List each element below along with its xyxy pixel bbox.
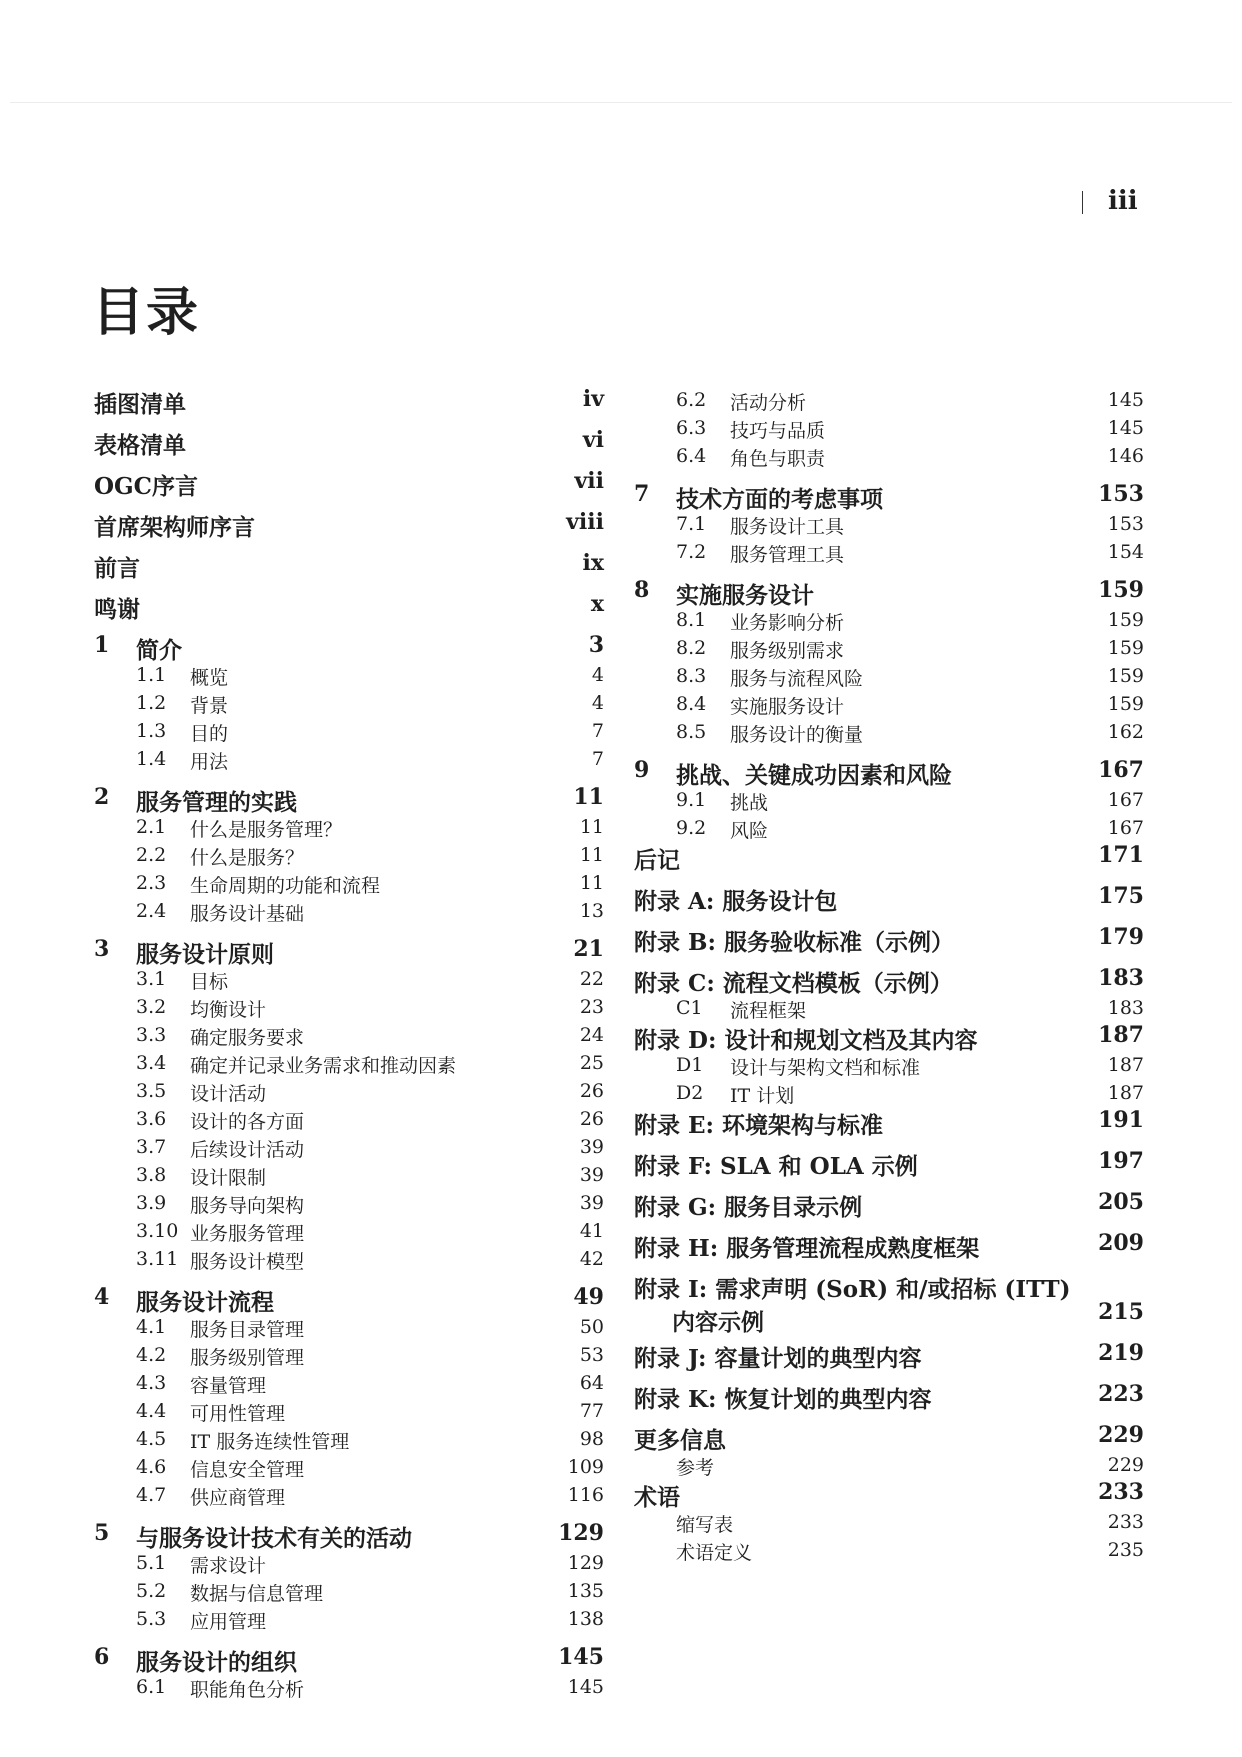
toc-entry[interactable] <box>94 1077 604 1105</box>
toc-entry-title: 应用管理 <box>190 1611 267 1633</box>
toc-entry[interactable] <box>94 1189 604 1217</box>
toc-entry-title: 附录 B: 服务验收标准（示例） <box>634 929 954 956</box>
toc-entry-title: 活动分析 <box>730 392 807 414</box>
toc-entry[interactable] <box>634 1107 1144 1139</box>
toc-entry-title: 服务管理的实践 <box>136 789 297 816</box>
toc-entry-page: 153 <box>1107 513 1144 535</box>
toc-entry-page: 24 <box>579 1024 604 1046</box>
toc-entry-title: 挑战、关键成功因素和风险 <box>676 762 952 789</box>
toc-entry[interactable] <box>94 1673 604 1701</box>
toc-entry-title: 生命周期的功能和流程 <box>190 875 381 897</box>
toc-entry-page: 233 <box>1107 1511 1144 1533</box>
toc-entry-page: ix <box>582 550 604 576</box>
toc-entry-page: 98 <box>579 1428 604 1450</box>
toc-entry-page: 4 <box>591 664 604 686</box>
toc-entry-title: 服务设计原则 <box>136 941 274 968</box>
toc-entry-number: 6.2 <box>676 389 707 411</box>
toc-entry-title: 技术方面的考虑事项 <box>676 486 883 513</box>
toc-entry-page: 39 <box>579 1192 604 1214</box>
toc-entry-page: vi <box>582 427 604 453</box>
toc-right-column <box>634 386 1144 1564</box>
toc-entry-page: 187 <box>1107 1082 1144 1104</box>
toc-entry[interactable] <box>94 1577 604 1605</box>
toc-entry-page: 145 <box>1107 389 1144 411</box>
toc-entry[interactable] <box>634 577 1144 609</box>
toc-entry-page: 229 <box>1098 1422 1144 1448</box>
toc-entry[interactable] <box>634 883 1144 915</box>
toc-entry-number: 3.3 <box>136 1024 167 1046</box>
toc-entry[interactable] <box>634 1022 1144 1054</box>
header-divider <box>1082 191 1083 214</box>
toc-entry-number: 2 <box>94 784 110 810</box>
toc-entry[interactable] <box>94 661 604 689</box>
toc-entry-title: 均衡设计 <box>190 999 267 1021</box>
toc-entry[interactable] <box>94 965 604 993</box>
toc-entry-page: 159 <box>1107 637 1144 659</box>
toc-entry-page: 11 <box>579 816 604 838</box>
toc-entry[interactable] <box>94 1105 604 1133</box>
toc-entry[interactable] <box>94 1245 604 1273</box>
toc-entry-title: 供应商管理 <box>190 1487 286 1509</box>
toc-entry[interactable] <box>634 1271 1144 1336</box>
toc-entry[interactable] <box>94 897 604 925</box>
toc-entry-title: 表格清单 <box>94 432 186 459</box>
toc-entry[interactable] <box>634 1422 1144 1454</box>
toc-entry-page: 135 <box>567 1580 604 1602</box>
toc-entry-number: 8.1 <box>676 609 707 631</box>
toc-entry-title: 附录 F: SLA 和 OLA 示例 <box>634 1153 918 1180</box>
toc-entry-page: 159 <box>1107 693 1144 715</box>
toc-entry-title: 术语定义 <box>676 1542 753 1564</box>
toc-entry-page: 159 <box>1098 577 1144 603</box>
toc-entry-number: 6 <box>94 1644 110 1670</box>
toc-entry[interactable] <box>94 1453 604 1481</box>
toc-entry-page: iv <box>582 386 604 412</box>
toc-entry-number: 2.2 <box>136 844 167 866</box>
toc-entry-number: 5.2 <box>136 1580 167 1602</box>
toc-entry-title: 服务管理工具 <box>730 544 845 566</box>
toc-entry-page: 183 <box>1098 965 1144 991</box>
toc-entry-number: 3.5 <box>136 1080 167 1102</box>
toc-entry-number: 4.5 <box>136 1428 167 1450</box>
toc-entry-title: 可用性管理 <box>190 1403 286 1425</box>
toc-entry[interactable] <box>94 841 604 869</box>
toc-entry[interactable] <box>634 1051 1144 1079</box>
toc-entry[interactable] <box>634 481 1144 513</box>
toc-entry-page: 167 <box>1107 789 1144 811</box>
toc-entry[interactable] <box>634 1230 1144 1262</box>
toc-entry-title: 服务与流程风险 <box>730 668 864 690</box>
toc-entry-number: 4.6 <box>136 1456 167 1478</box>
toc-entry-page: 116 <box>567 1484 604 1506</box>
toc-entry-page: 26 <box>579 1108 604 1130</box>
toc-entry-number: 8 <box>634 577 650 603</box>
toc-entry-title: 确定服务要求 <box>190 1027 305 1049</box>
toc-entry-number: 6.3 <box>676 417 707 439</box>
toc-entry-page: 159 <box>1107 609 1144 631</box>
toc-entry[interactable] <box>634 1479 1144 1511</box>
toc-entry[interactable] <box>94 717 604 745</box>
toc-entry[interactable] <box>634 718 1144 746</box>
toc-entry-title: 需求设计 <box>190 1555 267 1577</box>
toc-entry-number: 3.4 <box>136 1052 167 1074</box>
toc-entry[interactable] <box>94 993 604 1021</box>
toc-entry[interactable] <box>94 550 604 582</box>
toc-entry-title: 前言 <box>94 555 140 582</box>
toc-entry-page: 7 <box>591 748 604 770</box>
toc-entry[interactable] <box>634 1451 1144 1479</box>
toc-entry-page: 26 <box>579 1080 604 1102</box>
toc-entry-page: 235 <box>1107 1539 1144 1561</box>
toc-entry-title: 附录 D: 设计和规划文档及其内容 <box>634 1027 978 1054</box>
toc-entry-title: 服务级别管理 <box>190 1347 305 1369</box>
toc-entry-title: 插图清单 <box>94 391 186 418</box>
toc-entry-title: 鸣谢 <box>94 596 140 623</box>
toc-entry[interactable] <box>634 1381 1144 1413</box>
toc-entry[interactable] <box>634 965 1144 997</box>
toc-entry[interactable] <box>634 1148 1144 1180</box>
toc-entry-title: 业务服务管理 <box>190 1223 305 1245</box>
toc-entry-number: 5.3 <box>136 1608 167 1630</box>
toc-entry-page: 153 <box>1098 481 1144 507</box>
toc-entry-number: 2.4 <box>136 900 167 922</box>
toc-entry[interactable] <box>634 510 1144 538</box>
toc-entry-number: 3 <box>94 936 110 962</box>
toc-entry-number: 3.11 <box>136 1248 179 1270</box>
toc-entry-page: 197 <box>1098 1148 1144 1174</box>
toc-entry-page: 50 <box>579 1316 604 1338</box>
toc-entry-title: 实施服务设计 <box>676 582 814 609</box>
toc-entry-title: 首席架构师序言 <box>94 514 255 541</box>
toc-entry-title: 服务级别需求 <box>730 640 845 662</box>
toc-entry[interactable] <box>634 994 1144 1022</box>
page-top-rule <box>10 102 1232 103</box>
toc-entry[interactable] <box>94 1133 604 1161</box>
toc-entry-title: 确定并记录业务需求和推动因素 <box>190 1055 457 1077</box>
toc-entry-page: 146 <box>1107 445 1144 467</box>
toc-entry-number: 4 <box>94 1284 110 1310</box>
toc-entry-title: 设计限制 <box>190 1167 267 1189</box>
toc-entry-title: 设计的各方面 <box>190 1111 305 1133</box>
toc-entry[interactable] <box>94 1049 604 1077</box>
toc-entry-page: 22 <box>579 968 604 990</box>
page-title: 目录 <box>92 282 201 343</box>
toc-entry-number: 4.7 <box>136 1484 167 1506</box>
toc-entry-page: 187 <box>1107 1054 1144 1076</box>
toc-entry-page: 64 <box>579 1372 604 1394</box>
toc-entry-number: 4.4 <box>136 1400 167 1422</box>
toc-entry-number: D1 <box>676 1054 704 1076</box>
toc-entry[interactable] <box>94 468 604 500</box>
toc-entry-title: 与服务设计技术有关的活动 <box>136 1525 412 1552</box>
toc-entry-title: 附录 A: 服务设计包 <box>634 888 838 915</box>
toc-entry-number: 8.5 <box>676 721 707 743</box>
toc-entry-page: 129 <box>567 1552 604 1574</box>
toc-entry[interactable] <box>94 784 604 816</box>
toc-entry-title: 目标 <box>190 971 229 993</box>
toc-entry-page: 11 <box>579 872 604 894</box>
toc-entry-number: 4.2 <box>136 1344 167 1366</box>
toc-entry-number: 1.2 <box>136 692 167 714</box>
toc-entry[interactable] <box>94 632 604 664</box>
toc-entry-page: 41 <box>579 1220 604 1242</box>
toc-entry-title: 后记 <box>634 847 680 874</box>
toc-entry-title: 目的 <box>190 723 229 745</box>
toc-entry-page: 53 <box>579 1344 604 1366</box>
toc-entry[interactable] <box>94 1313 604 1341</box>
toc-entry-title: 附录 E: 环境架构与标准 <box>634 1112 884 1139</box>
toc-entry[interactable] <box>94 869 604 897</box>
toc-entry-number: D2 <box>676 1082 704 1104</box>
toc-entry-title: 数据与信息管理 <box>190 1583 324 1605</box>
toc-entry-number: 3.7 <box>136 1136 167 1158</box>
toc-entry[interactable] <box>94 427 604 459</box>
toc-entry-title: 服务设计工具 <box>730 516 845 538</box>
toc-entry[interactable] <box>634 634 1144 662</box>
toc-entry-number: 1 <box>94 632 110 658</box>
toc-entry[interactable] <box>94 1425 604 1453</box>
toc-entry-number: 8.3 <box>676 665 707 687</box>
toc-entry[interactable] <box>94 1021 604 1049</box>
toc-entry-page: 159 <box>1107 665 1144 687</box>
toc-entry-title: 角色与职责 <box>730 448 826 470</box>
toc-entry[interactable] <box>94 813 604 841</box>
toc-entry-number: 9.1 <box>676 789 707 811</box>
toc-entry-page: 219 <box>1098 1340 1144 1366</box>
toc-entry-page: 4 <box>591 692 604 714</box>
toc-entry-page: 13 <box>579 900 604 922</box>
toc-entry[interactable] <box>94 1161 604 1189</box>
toc-entry[interactable] <box>634 1189 1144 1221</box>
toc-entry-page: 145 <box>1107 417 1144 439</box>
toc-entry-title: 更多信息 <box>634 1427 726 1454</box>
toc-entry-title: 挑战 <box>730 792 769 814</box>
toc-entry[interactable] <box>94 386 604 418</box>
toc-entry-title: IT 计划 <box>730 1085 795 1107</box>
toc-entry-page: 154 <box>1107 541 1144 563</box>
toc-entry-page: 187 <box>1098 1022 1144 1048</box>
toc-entry[interactable] <box>94 1217 604 1245</box>
toc-entry[interactable] <box>634 814 1144 842</box>
toc-entry[interactable] <box>634 842 1144 874</box>
toc-entry[interactable] <box>634 442 1144 470</box>
toc-entry-number: 6.4 <box>676 445 707 467</box>
toc-entry[interactable] <box>634 786 1144 814</box>
toc-entry-title: 服务设计模型 <box>190 1251 305 1273</box>
toc-entry-page: 229 <box>1107 1454 1144 1476</box>
toc-entry[interactable] <box>94 509 604 541</box>
toc-entry-title: 技巧与品质 <box>730 420 826 442</box>
toc-entry-page: 3 <box>588 632 604 658</box>
toc-entry-page: 205 <box>1098 1189 1144 1215</box>
toc-entry-title: 缩写表 <box>676 1514 734 1536</box>
toc-entry[interactable] <box>634 538 1144 566</box>
toc-entry-page: 209 <box>1098 1230 1144 1256</box>
toc-entry[interactable] <box>94 1397 604 1425</box>
toc-entry[interactable] <box>634 690 1144 718</box>
toc-entry[interactable] <box>94 1605 604 1633</box>
toc-entry[interactable] <box>634 1508 1144 1536</box>
toc-entry[interactable] <box>94 1644 604 1676</box>
toc-entry-title: 服务设计的组织 <box>136 1649 297 1676</box>
page-number: iii <box>1108 186 1138 216</box>
toc-entry[interactable] <box>634 924 1144 956</box>
toc-entry[interactable] <box>94 1549 604 1577</box>
toc-entry-page: 11 <box>579 844 604 866</box>
toc-entry-number: 7 <box>634 481 650 507</box>
toc-entry-number: 3.9 <box>136 1192 167 1214</box>
toc-entry-title: 职能角色分析 <box>190 1679 305 1701</box>
toc-entry-page: 191 <box>1098 1107 1144 1133</box>
toc-entry-number: 8.4 <box>676 693 707 715</box>
toc-entry-title: 容量管理 <box>190 1375 267 1397</box>
toc-entry-number: 5 <box>94 1520 110 1546</box>
toc-entry-title: 附录 I: 需求声明 (SoR) 和/或招标 (ITT) 内容示例 <box>634 1276 1071 1336</box>
toc-entry[interactable] <box>94 1520 604 1552</box>
toc-entry-number: 2.1 <box>136 816 167 838</box>
toc-entry-page: 138 <box>567 1608 604 1630</box>
toc-entry-title: 信息安全管理 <box>190 1459 305 1481</box>
toc-entry[interactable] <box>94 1369 604 1397</box>
toc-entry-title: 参考 <box>676 1457 715 1479</box>
toc-entry[interactable] <box>94 591 604 623</box>
toc-entry-title: 附录 G: 服务目录示例 <box>634 1194 863 1221</box>
toc-entry-title: 什么是服务管理？ <box>190 819 343 841</box>
toc-entry[interactable] <box>94 1481 604 1509</box>
toc-entry-number: 7.2 <box>676 541 707 563</box>
toc-entry-number: 1.4 <box>136 748 167 770</box>
toc-entry-title: 什么是服务？ <box>190 847 305 869</box>
toc-entry-page: x <box>590 591 604 617</box>
toc-entry-title: 术语 <box>634 1484 680 1511</box>
toc-entry-title: 业务影响分析 <box>730 612 845 634</box>
toc-entry-title: 后续设计活动 <box>190 1139 305 1161</box>
toc-entry-title: 附录 H: 服务管理流程成熟度框架 <box>634 1235 980 1262</box>
toc-entry-title: 用法 <box>190 751 229 773</box>
toc-entry-title: OGC序言 <box>94 473 198 500</box>
toc-entry[interactable] <box>94 689 604 717</box>
toc-entry-page: viii <box>566 509 604 535</box>
toc-entry-title: 服务设计流程 <box>136 1289 274 1316</box>
toc-entry-title: 服务设计的衡量 <box>730 724 864 746</box>
toc-entry-title: 服务目录管理 <box>190 1319 305 1341</box>
toc-entry-page: 145 <box>558 1644 604 1670</box>
toc-entry-title: 设计活动 <box>190 1083 267 1105</box>
toc-entry-page: 175 <box>1098 883 1144 909</box>
toc-entry-page: 171 <box>1098 842 1144 868</box>
toc-entry-number: 9.2 <box>676 817 707 839</box>
toc-entry-page: 233 <box>1098 1479 1144 1505</box>
toc-entry-title: 实施服务设计 <box>730 696 845 718</box>
toc-entry-title: IT 服务连续性管理 <box>190 1431 350 1453</box>
toc-entry-title: 背景 <box>190 695 229 717</box>
toc-entry-title: 服务导向架构 <box>190 1195 305 1217</box>
toc-entry[interactable] <box>634 662 1144 690</box>
toc-entry[interactable] <box>634 1340 1144 1372</box>
toc-entry-title: 风险 <box>730 820 769 842</box>
toc-entry-page: 223 <box>1098 1381 1144 1407</box>
toc-entry-number: 8.2 <box>676 637 707 659</box>
toc-entry-page: 215 <box>1098 1299 1144 1325</box>
toc-entry-number: 9 <box>634 757 650 783</box>
toc-entry-page: 183 <box>1107 997 1144 1019</box>
toc-entry-page: 162 <box>1107 721 1144 743</box>
toc-entry[interactable] <box>634 757 1144 789</box>
toc-entry-number: C1 <box>676 997 703 1019</box>
toc-entry-page: 129 <box>558 1520 604 1546</box>
toc-left-column <box>94 386 604 1701</box>
toc-entry-page: 39 <box>579 1164 604 1186</box>
toc-entry-page: 42 <box>579 1248 604 1270</box>
toc-entry-title: 流程框架 <box>730 1000 807 1022</box>
toc-entry-page: vii <box>574 468 604 494</box>
toc-entry-number: 3.10 <box>136 1220 179 1242</box>
toc-entry-page: 39 <box>579 1136 604 1158</box>
toc-entry[interactable] <box>634 386 1144 414</box>
toc-entry-title: 概览 <box>190 667 229 689</box>
toc-entry[interactable] <box>634 606 1144 634</box>
toc-entry-page: 77 <box>579 1400 604 1422</box>
toc-entry-page: 21 <box>573 936 604 962</box>
toc-entry-title: 附录 C: 流程文档模板（示例） <box>634 970 953 997</box>
toc-entry-page: 167 <box>1107 817 1144 839</box>
toc-entry-number: 3.2 <box>136 996 167 1018</box>
toc-entry[interactable] <box>634 414 1144 442</box>
toc-entry-number: 5.1 <box>136 1552 167 1574</box>
toc-entry-title: 简介 <box>136 637 182 664</box>
toc-entry-page: 11 <box>573 784 604 810</box>
toc-entry-number: 6.1 <box>136 1676 167 1698</box>
toc-entry-page: 167 <box>1098 757 1144 783</box>
toc-entry-number: 4.1 <box>136 1316 167 1338</box>
toc-entry[interactable] <box>94 1284 604 1316</box>
toc-entry-title: 服务设计基础 <box>190 903 305 925</box>
toc-entry-number: 2.3 <box>136 872 167 894</box>
toc-entry-number: 3.6 <box>136 1108 167 1130</box>
toc-entry-page: 179 <box>1098 924 1144 950</box>
toc-entry-number: 1.3 <box>136 720 167 742</box>
toc-entry[interactable] <box>634 1536 1144 1564</box>
toc-entry-number: 1.1 <box>136 664 167 686</box>
toc-entry[interactable] <box>94 745 604 773</box>
toc-entry[interactable] <box>634 1079 1144 1107</box>
toc-entry-page: 23 <box>579 996 604 1018</box>
toc-entry-number: 3.1 <box>136 968 167 990</box>
toc-entry-number: 4.3 <box>136 1372 167 1394</box>
toc-entry[interactable] <box>94 1341 604 1369</box>
toc-entry-title: 附录 J: 容量计划的典型内容 <box>634 1345 922 1372</box>
toc-entry[interactable] <box>94 936 604 968</box>
toc-entry-number: 7.1 <box>676 513 707 535</box>
toc-entry-title: 附录 K: 恢复计划的典型内容 <box>634 1386 932 1413</box>
toc-entry-number: 3.8 <box>136 1164 167 1186</box>
toc-entry-page: 145 <box>567 1676 604 1698</box>
toc-entry-page: 7 <box>591 720 604 742</box>
toc-entry-page: 25 <box>579 1052 604 1074</box>
toc-entry-title: 设计与架构文档和标准 <box>730 1057 921 1079</box>
toc-entry-page: 49 <box>573 1284 604 1310</box>
toc-entry-page: 109 <box>567 1456 604 1478</box>
